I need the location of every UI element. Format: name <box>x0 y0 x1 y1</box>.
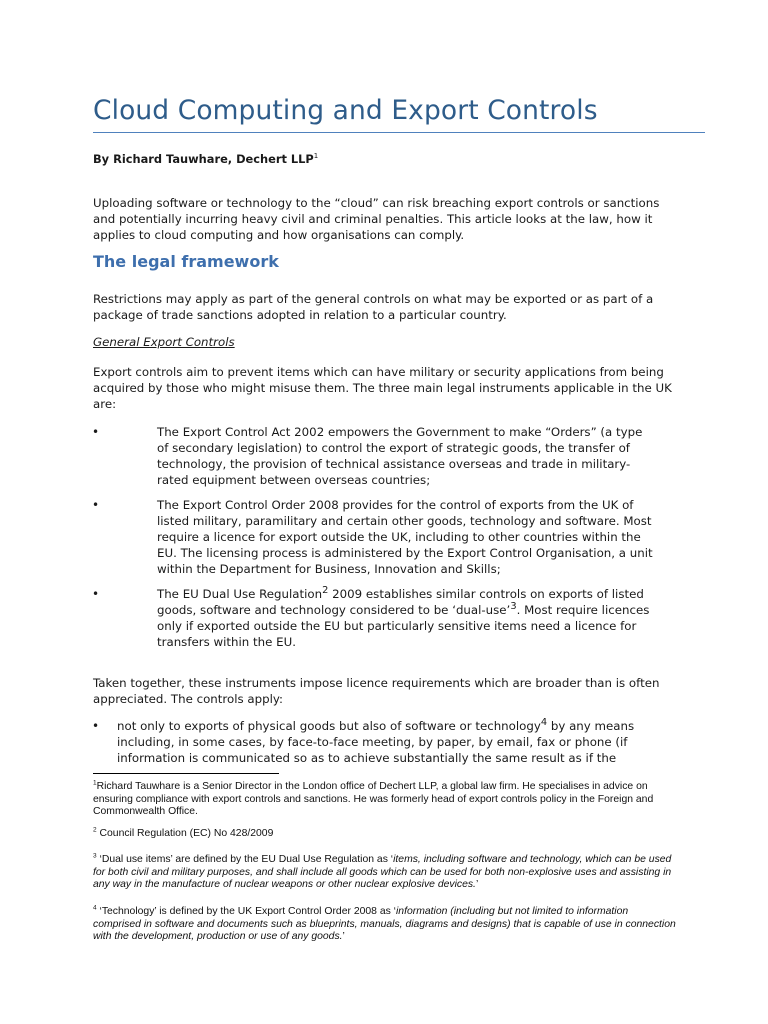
bullet-item-export-control-act: The Export Control Act 2002 empowers the Government to make “Orders” (a type of secondary legislation) to control the export of strategic goods, the transfer of technology, the provision of technical assistance overseas and trade in military-rated equipment between overseas countries; <box>157 425 643 487</box>
footnote-4-definition: information (including but not limited to information comprised in software and documents such as blueprints, manuals, diagrams and designs) that is capable of use in connection with the development, production or use of any goods. <box>93 906 676 942</box>
export-controls-intro-paragraph: Export controls aim to prevent items which can have military or security applications from being acquired by those who might misuse them. The three main legal instruments applicable in the UK are: <box>93 365 672 411</box>
footnote-3-definition: items, including software and technology, which can be used for both civil and military purposes, and shall include all goods which can be used for both non-explosive uses and assisting in any way in the manufacture of nuclear weapons or other nuclear explosive devices. <box>93 854 672 890</box>
footnote-1-text: Richard Tauwhare is a Senior Director in the London office of Dechert LLP, a global law firm. He specialises in advice on ensuring compliance with export controls and sanctions. He was formerly head of export controls policy in the Foreign and Commonwealth Office. <box>93 781 654 817</box>
together-paragraph: Taken together, these instruments impose licence requirements which are broader than is often appreciated. The controls apply: <box>93 676 660 706</box>
scope-part2: by any means including, in some cases, by face-to-face meeting, by paper, by email, fax or phone (if information is communicated so as to achieve substantially the same result as if the <box>117 719 635 765</box>
footnote-mark-1: 1 <box>93 779 97 787</box>
footnote-ref-1[interactable]: 1 <box>313 152 319 161</box>
scope-part1: not only to exports of physical goods but also of software or technology <box>117 719 541 733</box>
footnote-3 <box>93 854 678 892</box>
title-rule <box>93 132 705 133</box>
bullet3-part1: The EU Dual Use Regulation <box>157 587 323 601</box>
bullet3-part2: 2009 establishes similar controls on exports of listed goods, software and technology considered to be ‘dual-use’ <box>157 587 644 617</box>
intro-paragraph: Uploading software or technology to the “cloud” can risk breaching export controls or sanctions and potentially incurring heavy civil and criminal penalties. This article looks at the law, how it applies to cloud computing and how organisations can comply. <box>93 196 660 242</box>
byline-text: By Richard Tauwhare, Dechert LLP <box>93 152 314 166</box>
footnote-ref-4[interactable]: 4 <box>540 717 548 729</box>
bullet-icon: • <box>92 719 100 733</box>
bullet-item-eu-dual-use-regulation <box>157 586 657 650</box>
footnote-ref-3[interactable]: 3 <box>510 601 517 613</box>
footnote-4-lead: ‘Technology’ is defined by the UK Export Control Order 2008 as ‘ <box>96 906 396 917</box>
section-intro-paragraph: Restrictions may apply as part of the general controls on what may be exported or as part of a package of trade sanctions adopted in relation to a particular country. <box>93 292 654 322</box>
page-title: Cloud Computing and Export Controls <box>93 95 598 126</box>
footnote-4-tail: ’ <box>342 931 345 942</box>
section-heading: The legal framework <box>93 252 279 271</box>
footnote-separator <box>93 773 279 774</box>
footnote-4 <box>93 906 678 944</box>
footnote-1 <box>93 781 678 819</box>
bullet-item-scope <box>117 718 667 766</box>
bullet-item-export-control-order: The Export Control Order 2008 provides for the control of exports from the UK of listed military, paramilitary and certain other goods, technology and software. Most require a licence for export outside the UK, including to other countries within the EU. The licensing process is administered by the Export Control Organisation, a unit within the Department for Business, Innovation and Skills; <box>157 498 653 576</box>
footnote-mark-4: 4 <box>93 904 97 912</box>
bullet3-part3: . Most require licences only if exported outside the EU but particularly sensitive items need a licence for transfers within the EU. <box>157 603 650 649</box>
footnote-ref-2[interactable]: 2 <box>322 585 329 597</box>
footnote-mark-2: 2 <box>93 826 97 834</box>
bullet-icon: • <box>92 498 100 512</box>
footnote-2-text: Council Regulation (EC) No 428/2009 <box>96 828 274 839</box>
byline <box>93 152 318 166</box>
bullet-icon: • <box>92 587 100 601</box>
footnote-mark-3: 3 <box>93 852 97 860</box>
footnote-2 <box>93 828 678 841</box>
subheading-general-export-controls: General Export Controls <box>93 335 235 349</box>
footnote-3-tail: ’ <box>475 879 479 890</box>
bullet-icon: • <box>92 425 100 439</box>
footnote-3-lead: ‘Dual use items’ are defined by the EU Dual Use Regulation as ‘ <box>96 854 394 865</box>
